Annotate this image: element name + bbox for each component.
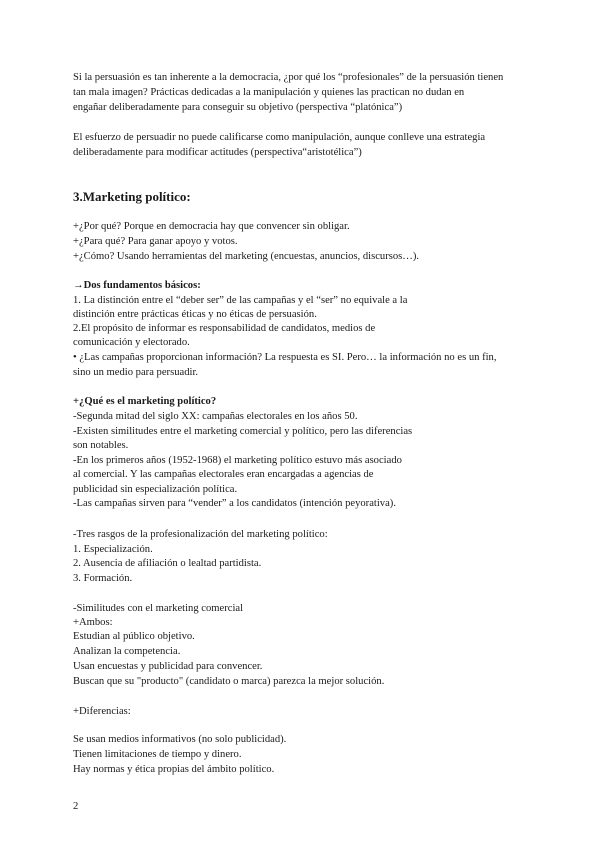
que-es-line: -Segunda mitad del siglo XX: campañas electorales en los años 50. [73, 411, 358, 422]
fundamentos-line: sino un medio para persuadir. [73, 367, 199, 378]
question-line: +¿Por qué? Porque en democracia hay que convencer sin obligar. [73, 221, 350, 232]
que-es-heading: +¿Qué es el marketing político? [73, 396, 217, 407]
question-line: +¿Cómo? Usando herramientas del marketing (encuestas, anuncios, discursos…). [73, 251, 420, 262]
que-es-line: -En los primeros años (1952-1968) el marketing político estuvo más asociado [73, 455, 402, 466]
similitudes-line: Estudian al público objetivo. [73, 631, 195, 642]
intro-line: tan mala imagen? Prácticas dedicadas a la manipulación y quienes las practican no dudan en [73, 87, 465, 98]
fundamentos-heading: →Dos fundamentos básicos: [73, 280, 201, 291]
diferencias-line: Tienen limitaciones de tiempo y dinero. [73, 749, 242, 760]
similitudes-line: Usan encuestas y publicidad para convencer. [73, 661, 263, 672]
fundamentos-line: comunicación y electorado. [73, 337, 190, 348]
diferencias-heading: +Diferencias: [73, 706, 131, 717]
similitudes-line: Analizan la competencia. [73, 646, 181, 657]
rasgos-line: -Tres rasgos de la profesionalización del marketing político: [73, 529, 328, 540]
similitudes-line: Buscan que su "producto" (candidato o marca) parezca la mejor solución. [73, 676, 385, 687]
section-heading: 3.Marketing político: [73, 189, 191, 204]
rasgos-line: 1. Especialización. [73, 544, 153, 555]
fundamentos-line: distinción entre prácticas éticas y no éticas de persuasión. [73, 309, 317, 320]
que-es-line: son notables. [73, 440, 129, 451]
rasgos-line: 2. Ausencia de afiliación o lealtad partidista. [73, 558, 262, 569]
fundamentos-line: • ¿Las campañas proporcionan información? La respuesta es SI. Pero… la información no es un fin, [73, 352, 497, 363]
que-es-line: publicidad sin especialización política. [73, 484, 238, 495]
que-es-line: -Las campañas sirven para “vender” a los candidatos (intención peyorativa). [73, 498, 396, 509]
intro-line: deliberadamente para modificar actitudes (perspectiva“aristotélica”) [73, 147, 362, 158]
que-es-line: -Existen similitudes entre el marketing comercial y político, pero las diferencias [73, 426, 413, 437]
fundamentos-line: 1. La distinción entre el “deber ser” de las campañas y el “ser” no equivale a la [73, 295, 408, 306]
rasgos-line: 3. Formación. [73, 573, 133, 584]
page-number: 2 [73, 801, 79, 812]
intro-line: Si la persuasión es tan inherente a la democracia, ¿por qué los “profesionales” de la persuasión tienen [73, 72, 504, 83]
similitudes-line: -Similitudes con el marketing comercial [73, 603, 244, 614]
similitudes-line: +Ambos: [73, 617, 113, 628]
diferencias-line: Hay normas y ética propias del ámbito político. [73, 764, 275, 775]
diferencias-line: Se usan medios informativos (no solo publicidad). [73, 734, 287, 745]
que-es-line: al comercial. Y las campañas electorales eran encargadas a agencias de [73, 469, 374, 480]
intro-line: engañar deliberadamente para conseguir su objetivo (perspectiva “platónica”) [73, 102, 403, 113]
intro-line: El esfuerzo de persuadir no puede calificarse como manipulación, aunque conlleve una estrategia [73, 132, 486, 143]
question-line: +¿Para qué? Para ganar apoyo y votos. [73, 236, 238, 247]
fundamentos-line: 2.El propósito de informar es responsabilidad de candidatos, medios de [73, 323, 376, 334]
